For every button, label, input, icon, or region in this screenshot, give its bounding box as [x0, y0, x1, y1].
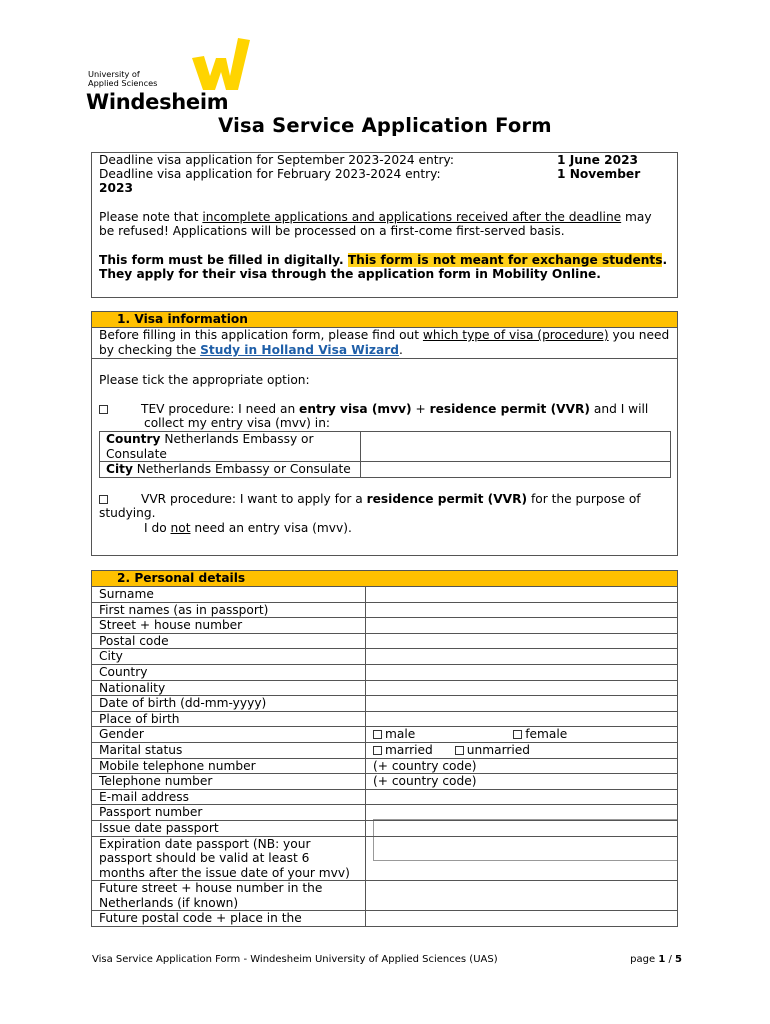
personal-row	[92, 836, 678, 881]
postal-code-input[interactable]	[366, 633, 678, 649]
footer-text: Visa Service Application Form - Windesheim University of Applied Sciences (UAS)	[92, 954, 498, 965]
country-code-hint: (+ country code)	[373, 774, 477, 789]
personal-row	[92, 680, 678, 696]
married-label: married	[385, 742, 433, 757]
male-label: male	[385, 727, 416, 742]
future-postal-code-place-in-the-input[interactable]	[366, 911, 678, 927]
visa-information-section	[91, 311, 678, 556]
personal-row	[92, 742, 678, 758]
field-label: City	[92, 649, 366, 665]
expiration-date-passport-nb-your-passpor-input[interactable]	[366, 836, 678, 881]
tev-checkbox[interactable]	[99, 405, 108, 414]
embassy-country-input[interactable]	[361, 431, 671, 461]
tev-option: TEV procedure: I need an entry visa (mvv) + residence permit (VVR) and I will collect my entry visa (mvv) in:	[99, 402, 670, 431]
country-code-hint: (+ country code)	[373, 758, 477, 773]
intro-box	[91, 152, 678, 298]
future-street-house-number-in-the-nether-input[interactable]	[366, 881, 678, 911]
male-checkbox[interactable]	[373, 730, 382, 739]
field-label: Future street + house number in the Netherlands (if known)	[92, 881, 366, 911]
field-label: Date of birth (dd-mm-yyyy)	[92, 696, 366, 712]
visa-intro: Before filling in this application form, please find out which type of visa (procedure) you need by checking the Study in Holland Visa Wizard.	[99, 328, 670, 357]
personal-row	[92, 649, 678, 665]
vvr-option: VVR procedure: I want to apply for a residence permit (VVR) for the purpose of studying.	[99, 491, 641, 521]
personal-row	[92, 711, 678, 727]
surname-input[interactable]	[366, 587, 678, 603]
deadline-september: Deadline visa application for September 2023-2024 entry: 1 June 2023	[99, 153, 639, 167]
visa-wizard-link[interactable]: Study in Holland Visa Wizard	[200, 342, 399, 357]
unmarried-label: unmarried	[466, 742, 530, 757]
personal-details-table	[91, 586, 678, 927]
date-of-birth-dd-mm-yyyy-input[interactable]	[366, 696, 678, 712]
gender-input[interactable]	[366, 727, 678, 743]
personal-row	[92, 633, 678, 649]
field-label: Issue date passport	[92, 820, 366, 836]
personal-row	[92, 587, 678, 603]
logo-line-2: Applied Sciences	[88, 78, 158, 88]
female-checkbox[interactable]	[513, 730, 522, 739]
telephone-number-input[interactable]	[366, 774, 678, 790]
field-label: Country	[92, 664, 366, 680]
late-application-note: Please note that incomplete applications and applications received after the deadline may be refused! Applications will be processed on a first-come first-served basis.	[99, 209, 652, 239]
personal-row	[92, 774, 678, 790]
embassy-table	[99, 431, 671, 478]
windesheim-logo	[86, 36, 256, 112]
field-label: Place of birth	[92, 711, 366, 727]
field-label: Surname	[92, 587, 366, 603]
embassy-country-row: Country Netherlands Embassy or Consulate	[100, 431, 671, 461]
unmarried-checkbox[interactable]	[455, 746, 464, 755]
personal-row	[92, 618, 678, 634]
personal-row	[92, 664, 678, 680]
place-of-birth-input[interactable]	[366, 711, 678, 727]
no-mvv-note: I do not need an entry visa (mvv).	[144, 520, 352, 535]
personal-section-header: 2. Personal details	[92, 571, 677, 586]
field-label: Marital status	[92, 742, 366, 758]
female-label: female	[525, 727, 568, 742]
visa-section-header: 1. Visa information	[92, 312, 677, 328]
field-label: Mobile telephone number	[92, 758, 366, 774]
married-checkbox[interactable]	[373, 746, 382, 755]
personal-row	[92, 727, 678, 743]
field-label: Passport number	[92, 805, 366, 821]
street-house-number-input[interactable]	[366, 618, 678, 634]
field-label: First names (as in passport)	[92, 602, 366, 618]
field-label: Future postal code + place in the	[92, 911, 366, 927]
expiration-date-inner-box[interactable]	[373, 819, 678, 861]
form-title: Visa Service Application Form	[218, 114, 552, 137]
deadline-february: Deadline visa application for February 2023-2024 entry: 1 November	[99, 167, 641, 181]
personal-row	[92, 602, 678, 618]
windesheim-w-logo-icon	[190, 36, 250, 92]
personal-row	[92, 911, 678, 927]
personal-row	[92, 758, 678, 774]
first-names-as-in-passport-input[interactable]	[366, 602, 678, 618]
deadline-year: 2023	[99, 181, 133, 195]
field-label: Telephone number	[92, 774, 366, 790]
embassy-city-input[interactable]	[361, 462, 671, 478]
personal-row	[92, 881, 678, 911]
embassy-city-row: City Netherlands Embassy or Consulate	[100, 462, 671, 478]
tick-instruction: Please tick the appropriate option:	[99, 373, 310, 388]
mobile-telephone-number-input[interactable]	[366, 758, 678, 774]
city-input[interactable]	[366, 649, 678, 665]
field-label: Street + house number	[92, 618, 366, 634]
country-input[interactable]	[366, 664, 678, 680]
marital-status-input[interactable]	[366, 742, 678, 758]
personal-row	[92, 789, 678, 805]
nationality-input[interactable]	[366, 680, 678, 696]
personal-row	[92, 696, 678, 712]
page-number: page 1 / 5	[630, 954, 682, 965]
field-label: E-mail address	[92, 789, 366, 805]
logo-line-1: University of	[88, 69, 140, 79]
personal-section-header-box	[91, 570, 678, 587]
field-label: Postal code	[92, 633, 366, 649]
field-label: Nationality	[92, 680, 366, 696]
field-label: Gender	[92, 727, 366, 743]
e-mail-address-input[interactable]	[366, 789, 678, 805]
field-label: Expiration date passport (NB: your passport should be valid at least 6 months after the issue date of your mvv)	[92, 836, 366, 881]
vvr-checkbox[interactable]	[99, 495, 108, 504]
digital-notice: This form must be filled in digitally. This form is not meant for exchange students. They apply for their visa through the application form in Mobility Online.	[99, 252, 668, 282]
logo-brand: Windesheim	[86, 90, 229, 114]
